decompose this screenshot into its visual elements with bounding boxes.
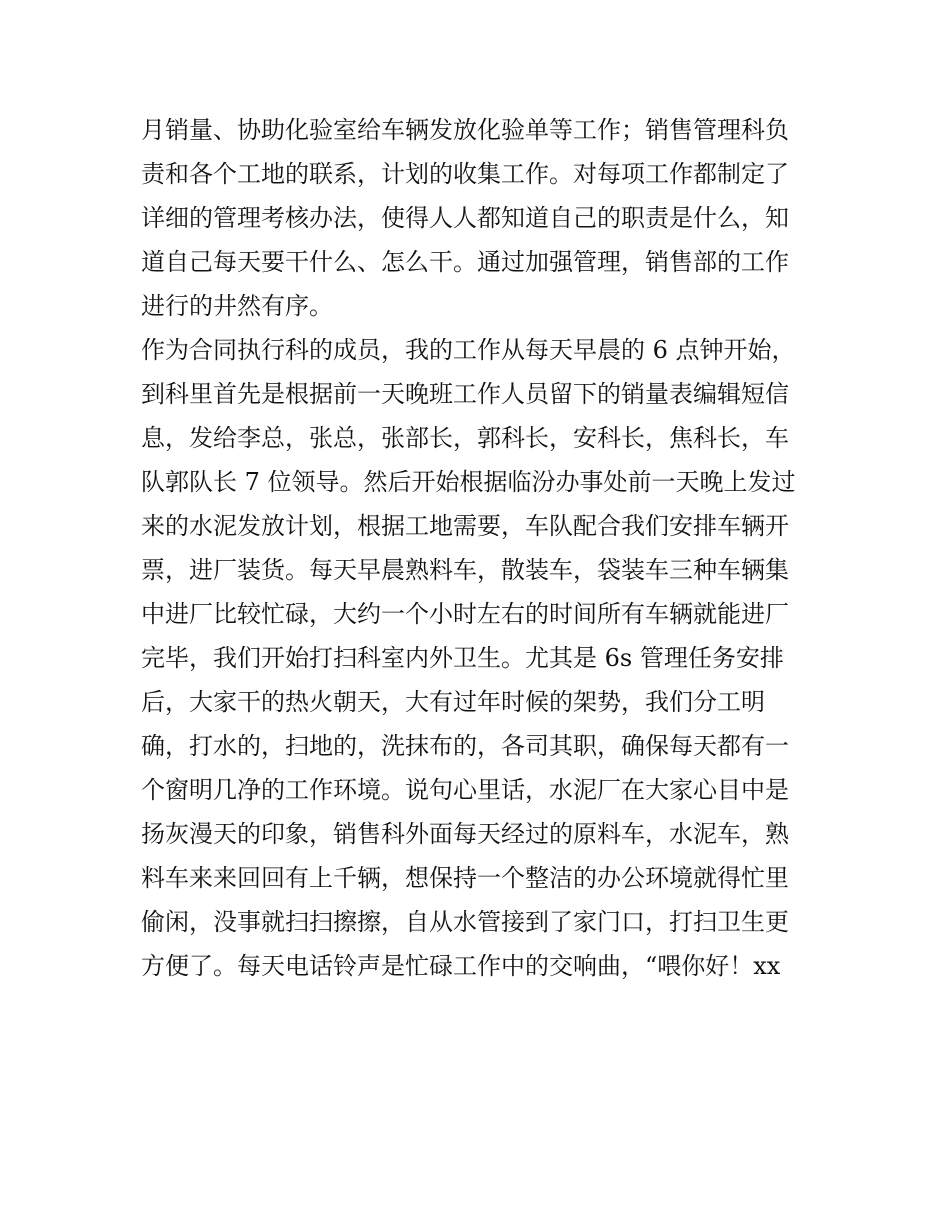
text-line: 确，打水的，扫地的，洗抹布的，各司其职，确保每天都有一 <box>141 732 789 760</box>
text-line: 票，进厂装货。每天早晨熟料车，散装车，袋装车三种车辆集 <box>141 556 789 584</box>
text-line: 扬灰漫天的印象，销售科外面每天经过的原料车，水泥车，熟 <box>141 820 789 848</box>
text-line: 个窗明几净的工作环境。说句心里话，水泥厂在大家心目中是 <box>141 776 789 804</box>
document-body <box>141 108 821 988</box>
text-line: 偷闲，没事就扫扫擦擦，自从水管接到了家门口，打扫卫生更 <box>141 908 789 936</box>
text-line: 后，大家干的热火朝天，大有过年时候的架势，我们分工明 <box>141 688 765 716</box>
text-line: 作为合同执行科的成员，我的工作从每天早晨的 6 点钟开始， <box>141 336 796 364</box>
text-line: 完毕，我们开始打扫科室内外卫生。尤其是 6s 管理任务安排 <box>141 644 784 672</box>
text-line: 详细的管理考核办法，使得人人都知道自己的职责是什么，知 <box>141 204 789 232</box>
text-line: 料车来来回回有上千辆，想保持一个整洁的办公环境就得忙里 <box>141 864 789 892</box>
text-line: 中进厂比较忙碌，大约一个小时左右的时间所有车辆就能进厂 <box>141 600 789 628</box>
text-line: 责和各个工地的联系，计划的收集工作。对每项工作都制定了 <box>141 160 789 188</box>
text-line: 方便了。每天电话铃声是忙碌工作中的交响曲，“喂你好！xx <box>141 952 781 980</box>
text-line: 月销量、协助化验室给车辆发放化验单等工作；销售管理科负 <box>141 116 789 144</box>
text-line: 到科里首先是根据前一天晚班工作人员留下的销量表编辑短信 <box>141 380 789 408</box>
text-line: 进行的井然有序。 <box>141 292 333 320</box>
text-line: 来的水泥发放计划，根据工地需要，车队配合我们安排车辆开 <box>141 512 789 540</box>
text-line: 道自己每天要干什么、怎么干。通过加强管理，销售部的工作 <box>141 248 789 276</box>
text-line: 队郭队长 7 位领导。然后开始根据临汾办事处前一天晚上发过 <box>141 468 796 496</box>
text-line: 息，发给李总，张总，张部长，郭科长，安科长，焦科长，车 <box>141 424 789 452</box>
